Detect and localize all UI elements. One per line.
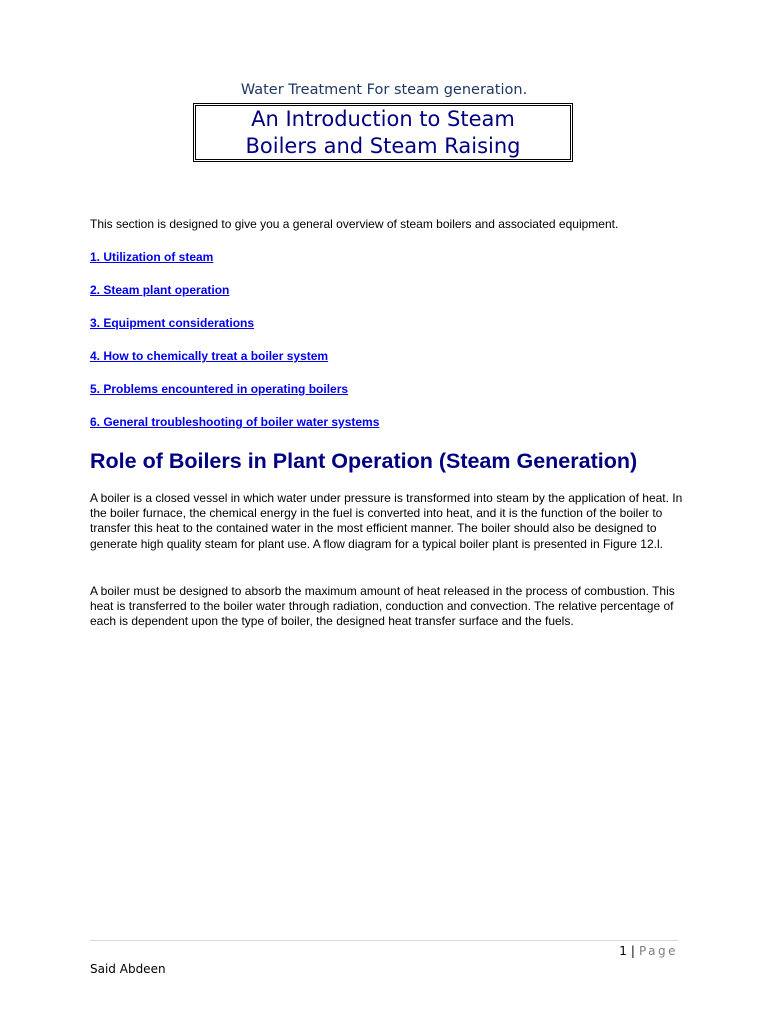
toc-item — [90, 381, 690, 414]
toc-link-equipment-considerations[interactable]: 3. Equipment considerations — [90, 316, 255, 330]
toc-item — [90, 315, 690, 348]
page-label: Page — [638, 944, 678, 958]
toc-link-utilization-of-steam[interactable]: 1. Utilization of steam — [90, 250, 214, 264]
toc-link-problems-operating-boilers[interactable]: 5. Problems encountered in operating boilers — [90, 382, 349, 396]
document-title-line-2: Boilers and Steam Raising — [245, 133, 521, 158]
toc-item — [90, 282, 690, 315]
footer-author: Said Abdeen — [90, 962, 166, 976]
toc-link-steam-plant-operation[interactable]: 2. Steam plant operation — [90, 283, 230, 297]
intro-paragraph: This section is designed to give you a general overview of steam boilers and associated equipment. — [90, 217, 619, 231]
toc-item — [90, 348, 690, 381]
page-number-value: 1 — [619, 944, 627, 958]
toc-item — [90, 414, 690, 447]
document-header-title: Water Treatment For steam generation. — [240, 82, 528, 98]
page-number — [619, 943, 678, 959]
toc-link-general-troubleshooting[interactable]: 6. General troubleshooting of boiler water systems — [90, 415, 380, 429]
document-title-line-1: An Introduction to Steam — [251, 106, 515, 131]
section-heading: Role of Boilers in Plant Operation (Steam Generation) — [90, 449, 638, 473]
toc-item — [90, 249, 690, 282]
document-title-box — [193, 103, 573, 162]
footer-divider — [90, 940, 678, 941]
body-paragraph-2: A boiler must be designed to absorb the maximum amount of heat released in the process of combustion. This heat is transferred to the boiler water through radiation, conduction and convection. The relative percentage of each is dependent upon the type of boiler, the designed heat transfer surface and the fuels. — [90, 584, 675, 629]
body-paragraph-1: A boiler is a closed vessel in which water under pressure is transformed into steam by the application of heat. In the boiler furnace, the chemical energy in the fuel is converted into heat, and it is the function of the boiler to transfer this heat to the contained water in the most efficient manner. The boiler should also be designed to generate high quality steam for plant use. A flow diagram for a typical boiler plant is presented in Figure 12.l. — [90, 491, 683, 551]
table-of-contents — [90, 249, 690, 447]
page-number-separator: | — [630, 944, 635, 958]
toc-link-chemically-treat-boiler[interactable]: 4. How to chemically treat a boiler system — [90, 349, 329, 363]
